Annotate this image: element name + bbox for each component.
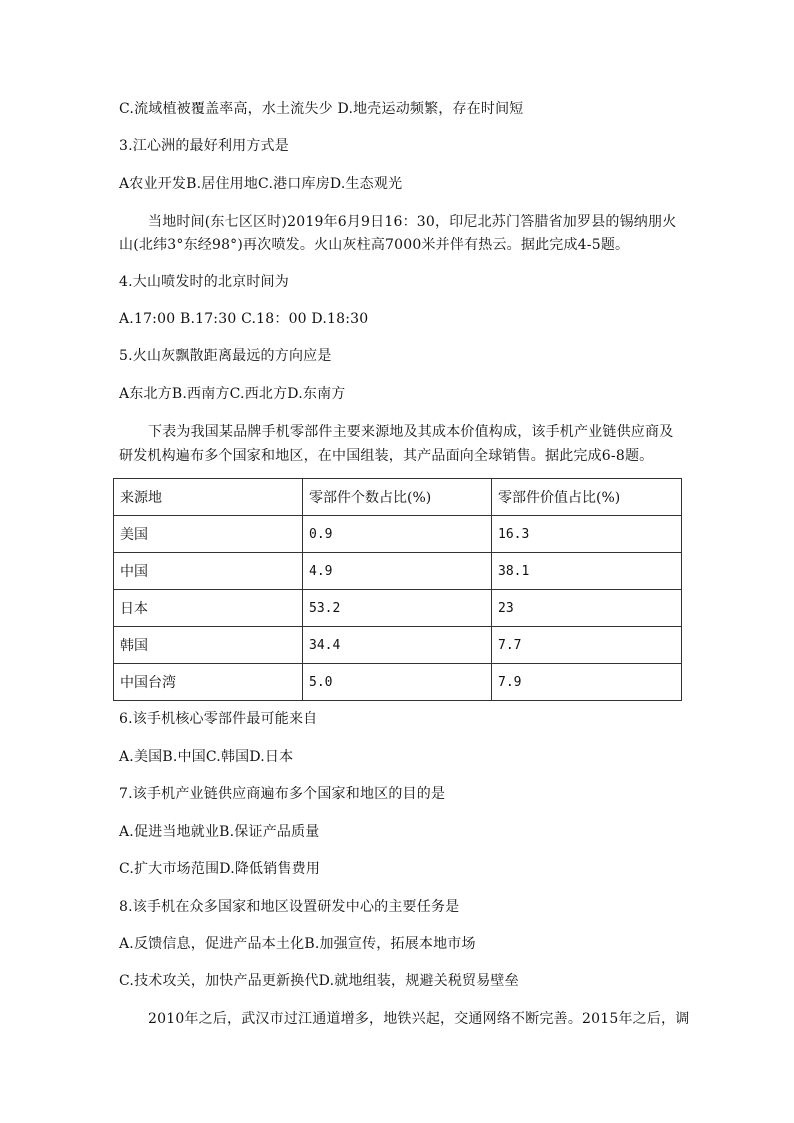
table-header-cell: 零部件个数占比(%) [303,479,492,516]
table-cell-source: 中国 [114,553,303,590]
table-cell-count-share: 53.2 [303,590,492,627]
options-q6: A.美国B.中国C.韩国D.日本 [119,749,294,765]
options-q3: A农业开发B.居住用地C.港口库房D.生态观光 [119,176,403,192]
table-cell-source: 美国 [114,516,303,553]
table-cell-count-share: 5.0 [303,664,492,701]
table-row [114,664,682,701]
option-line-q2-cd: C.流域植被覆盖率高，水土流失少 D.地壳运动频繁，存在时间短 [119,101,524,117]
table-cell-value-share: 23 [492,590,682,627]
passage-volcano-line-2: 山(北纬3°东经98°)再次喷发。火山灰柱高7000米并伴有热云。据此完成4-5题。 [119,237,630,253]
table-row [114,516,682,553]
passage-volcano-line-1: 当地时间(东七区区时)2019年6月9日16：30，印尼北苏门答腊省加罗县的锡纳朋火 [148,214,677,230]
options-q8-ab: A.反馈信息，促进产品本土化B.加强宣传，拓展本地市场 [119,936,476,952]
options-q7-cd: C.扩大市场范围D.降低销售费用 [119,861,321,877]
table-row [114,627,682,664]
parts-source-table [113,478,682,701]
table-header-cell: 来源地 [114,479,303,516]
passage-phone-line-1: 下表为我国某品牌手机零部件主要来源地及其成本价值构成，该手机产业链供应商及 [148,424,674,440]
table-cell-source: 韩国 [114,627,303,664]
question-8: 8.该手机在众多国家和地区设置研发中心的主要任务是 [119,899,460,915]
table-cell-count-share: 4.9 [303,553,492,590]
options-q4: A.17:00 B.17:30 C.18：00 D.18:30 [119,311,369,327]
table-header-cell: 零部件价值占比(%) [492,479,682,516]
table-row [114,553,682,590]
table-cell-source: 日本 [114,590,303,627]
question-3: 3.江心洲的最好利用方式是 [119,138,289,154]
passage-phone-line-2: 研发机构遍布多个国家和地区，在中国组装，其产品面向全球销售。据此完成6-8题。 [119,448,654,464]
table-cell-value-share: 38.1 [492,553,682,590]
options-q8-cd: C.技术攻关，加快产品更新换代D.就地组装，规避关税贸易壁垒 [119,973,519,989]
question-4: 4.大山喷发时的北京时间为 [119,274,289,290]
question-5: 5.火山灰飘散距离最远的方向应是 [119,348,332,364]
table-row [114,590,682,627]
table-cell-value-share: 7.7 [492,627,682,664]
question-6: 6.该手机核心零部件最可能来自 [119,711,318,727]
table-header-row [114,479,682,516]
options-q5: A东北方B.西南方C.西北方D.东南方 [119,386,346,402]
table-cell-count-share: 0.9 [303,516,492,553]
options-q7-ab: A.促进当地就业B.保证产品质量 [119,824,320,840]
table-cell-source: 中国台湾 [114,664,303,701]
table-cell-count-share: 34.4 [303,627,492,664]
table-cell-value-share: 7.9 [492,664,682,701]
question-7: 7.该手机产业链供应商遍布多个国家和地区的目的是 [119,786,446,802]
table-cell-value-share: 16.3 [492,516,682,553]
passage-wuhan-line-1: 2010年之后，武汉市过江通道增多，地铁兴起，交通网络不断完善。2015年之后，调 [148,1011,690,1027]
